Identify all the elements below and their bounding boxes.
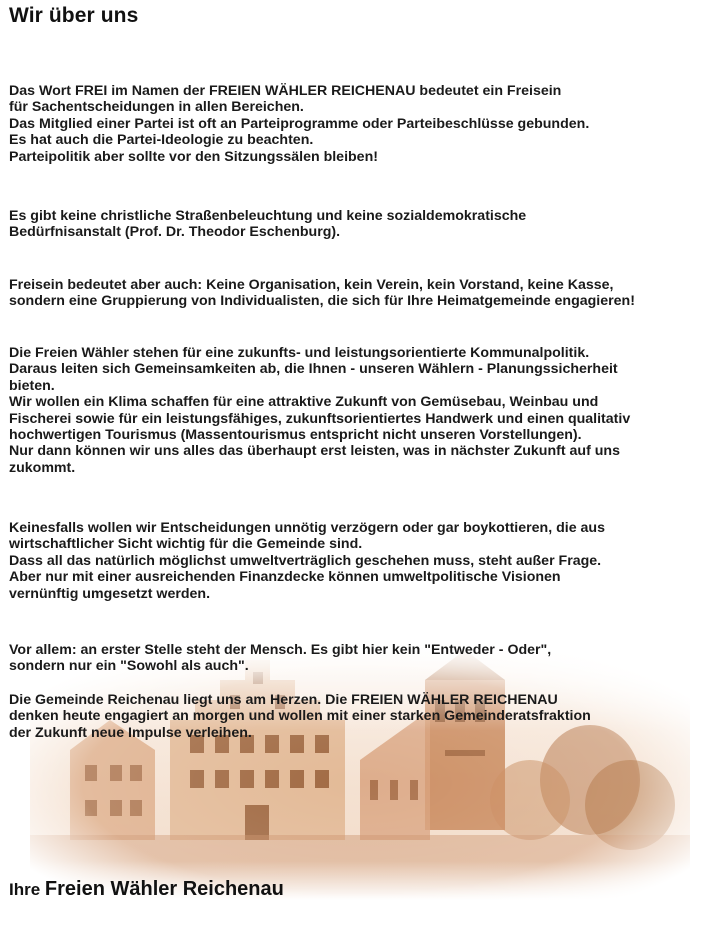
paragraph-eschenburg-quote: Es gibt keine christliche Straßenbeleuchtung und keine sozialdemokratische Bedürfnisanstalt (Prof. Dr. Theodor Eschenburg).: [9, 208, 527, 241]
signature: [9, 878, 284, 901]
paragraph-individualists: Freisein bedeutet aber auch: Keine Organisation, kein Verein, kein Vorstand, keine Kasse, sondern eine Gruppierung von Individualisten, die sich für Ihre Heimatgemeinde engagieren!: [9, 277, 635, 310]
paragraph-decisions: Keinesfalls wollen wir Entscheidungen unnötig verzögern oder gar boykottieren, die aus wirtschaftlicher Sicht wichtig für die Gemeinde sind. Dass all das natürlich möglichst umweltverträglich geschehen muss, steht außer Frage. Aber nur mit einer ausreichenden Finanzdecke können umweltpolitische Visionen vernünftig umgesetzt werden.: [9, 520, 605, 602]
signature-prefix: Ihre: [9, 880, 45, 899]
paragraph-free-meaning: Das Wort FREI im Namen der FREIEN WÄHLER REICHENAU bedeutet ein Freisein für Sachentscheidungen in allen Bereichen. Das Mitglied einer Partei ist oft an Parteiprogramme oder Parteibeschlüsse gebunden. Es hat auch die Partei-Ideologie zu beachten. Parteipolitik aber sollte vor den Sitzungssälen bleiben!: [9, 83, 590, 165]
signature-name: Freien Wähler Reichenau: [44, 878, 284, 900]
page-title: Wir über uns: [9, 4, 139, 27]
paragraph-reichenau-heart: Die Gemeinde Reichenau liegt uns am Herzen. Die FREIEN WÄHLER REICHENAU denken heute engagiert an morgen und wollen mit einer starken Gemeinderatsfraktion der Zukunft neue Impulse verleihen.: [9, 692, 591, 741]
town-illustration: [30, 640, 690, 900]
paragraph-local-politics: Die Freien Wähler stehen für eine zukunfts- und leistungsorientierte Kommunalpolitik. Daraus leiten sich Gemeinsamkeiten ab, die Ihnen - unseren Wählern - Planungssicherheit bieten. Wir wollen ein Klima schaffen für eine attraktive Zukunft von Gemüsebau, Weinbau und Fischerei sowie für ein leistungsfähiges, zukunftsorientiertes Handwerk und einen qualitativ hochwertigen Tourismus (Massentourismus entspricht nicht unseren Vorstellungen). Nur dann können wir uns alles das überhaupt erst leisten, was in nächster Zukunft auf uns zukommt.: [9, 345, 631, 476]
paragraph-people-first: Vor allem: an erster Stelle steht der Mensch. Es gibt hier kein "Entweder - Oder", sondern nur ein "Sowohl als auch".: [9, 642, 552, 675]
